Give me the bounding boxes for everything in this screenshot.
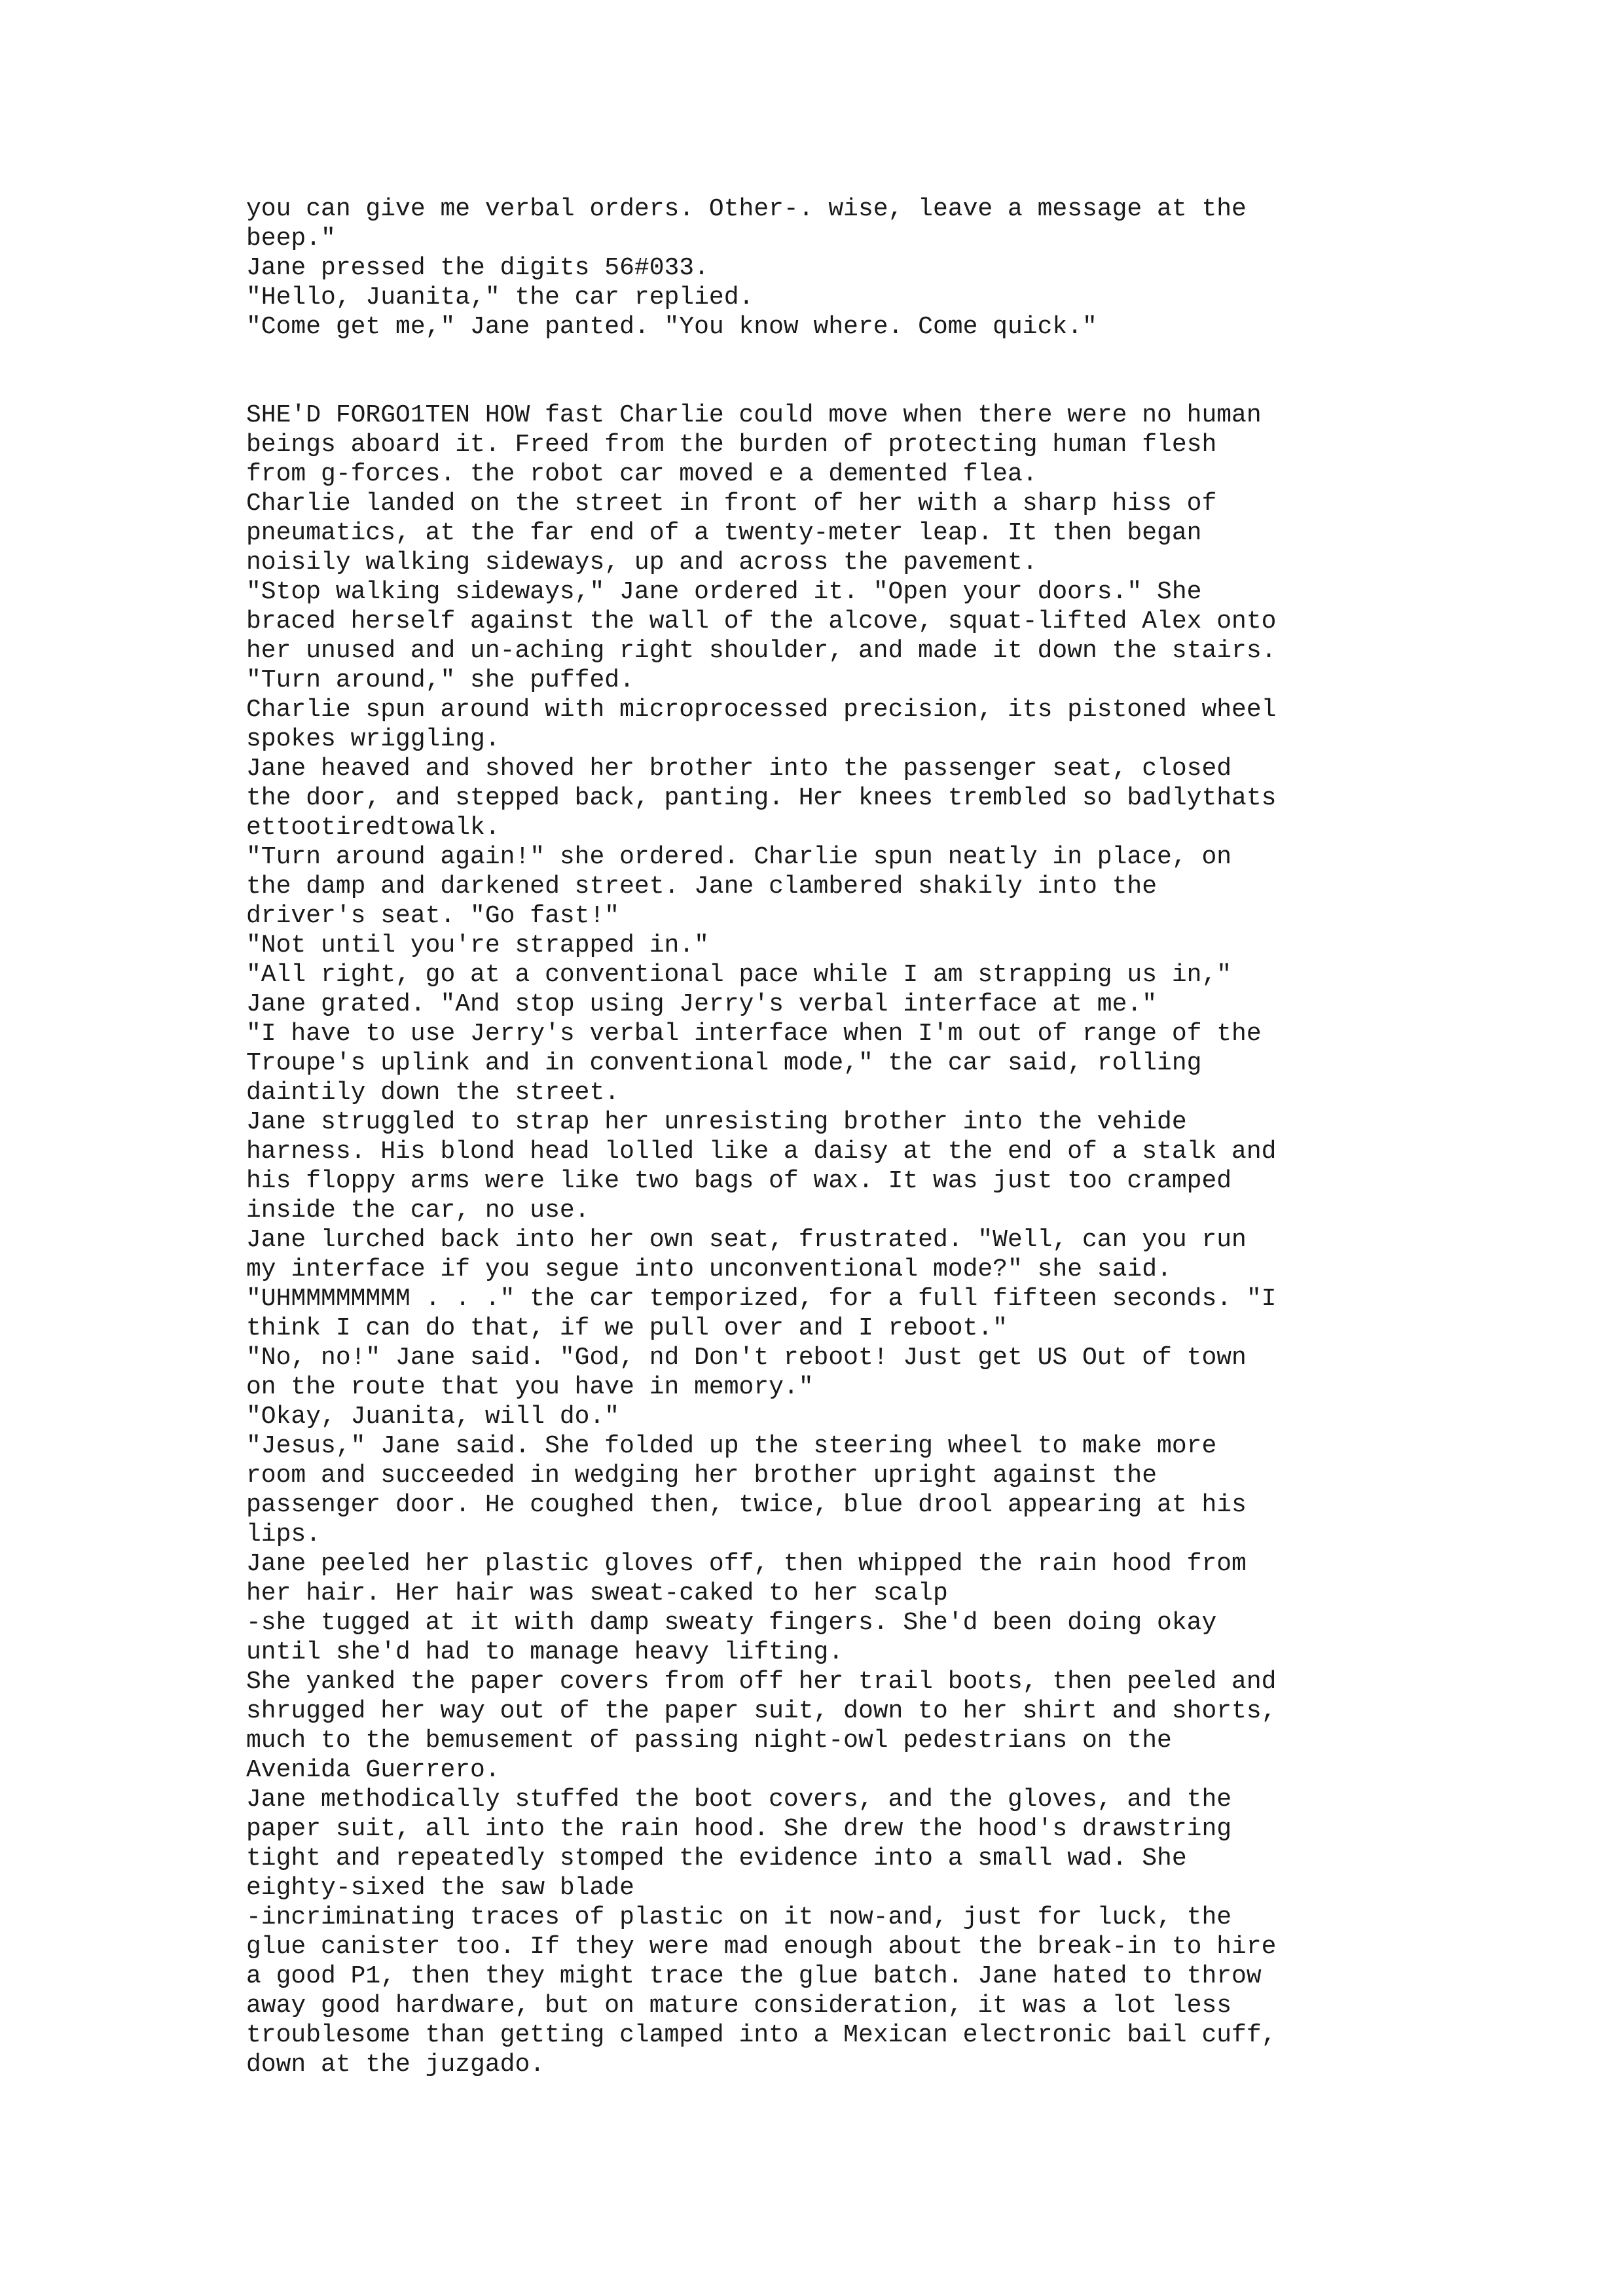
text-line: beings aboard it. Freed from the burden of protecting human flesh <box>246 431 1217 459</box>
text-line: Charlie landed on the street in front of her with a sharp hiss of <box>246 490 1217 518</box>
text-line: much to the bemusement of passing night-owl pedestrians on the <box>246 1727 1172 1755</box>
text-line: Jane methodically stuffed the boot covers, and the gloves, and the <box>246 1785 1232 1814</box>
text-line: passenger door. He coughed then, twice, blue drool appearing at his <box>246 1491 1247 1519</box>
text-line: "Not until you're strapped in." <box>246 931 709 960</box>
text-line: the door, and stepped back, panting. Her knees trembled so badlythats <box>246 784 1277 812</box>
text-line: She yanked the paper covers from off her trail boots, then peeled and <box>246 1668 1277 1696</box>
text-line: down at the juzgado. <box>246 2051 545 2079</box>
text-line: Jane grated. "And stop using Jerry's verbal interface at me." <box>246 990 1158 1018</box>
text-line: SHE'D FORGO1TEN HOW fast Charlie could move when there were no human <box>246 401 1262 429</box>
text-line: her hair. Her hair was sweat-caked to her scalp <box>246 1579 948 1607</box>
text-line: "I have to use Jerry's verbal interface when I'm out of range of the <box>246 1020 1262 1048</box>
text-line: daintily down the street. <box>246 1079 620 1107</box>
text-line: "Jesus," Jane said. She folded up the steering wheel to make more <box>246 1432 1217 1460</box>
text-line: paper suit, all into the rain hood. She drew the hood's drawstring <box>246 1815 1232 1843</box>
text-line: until she'd had to manage heavy lifting. <box>246 1638 844 1666</box>
text-line: Avenida Guerrero. <box>246 1756 500 1784</box>
text-line: noisily walking sideways, up and across the pavement. <box>246 548 1038 577</box>
text-line: a good P1, then they might trace the glue batch. Jane hated to throw <box>246 1962 1262 1990</box>
text-line: -she tugged at it with damp sweaty fingers. She'd been doing okay <box>246 1609 1217 1637</box>
text-line: "Come get me," Jane panted. "You know where. Come quick." <box>246 313 1097 341</box>
text-line: beep." <box>246 224 336 253</box>
text-line: braced herself against the wall of the alcove, squat-lifted Alex onto <box>246 607 1277 636</box>
text-line: you can give me verbal orders. Other-. wise, leave a message at the <box>246 195 1247 223</box>
text-line: Troupe's uplink and in conventional mode," the car said, rolling <box>246 1049 1202 1077</box>
text-line: think I can do that, if we pull over and I reboot." <box>246 1314 1008 1342</box>
text-line: eighty-sixed the saw blade <box>246 1874 634 1902</box>
text-line: away good hardware, but on mature consideration, it was a lot less <box>246 1992 1232 2020</box>
text-line: room and succeeded in wedging her brother upright against the <box>246 1462 1158 1490</box>
text-line: "All right, go at a conventional pace while I am strapping us in," <box>246 961 1232 989</box>
text-line: the damp and darkened street. Jane clambered shakily into the <box>246 872 1158 901</box>
text-line: glue canister too. If they were mad enough about the break-in to hire <box>246 1933 1277 1961</box>
text-line: on the route that you have in memory." <box>246 1373 814 1401</box>
text-line: pneumatics, at the far end of a twenty-meter leap. It then began <box>246 519 1202 547</box>
text-line: "Turn around," she puffed. <box>246 666 634 694</box>
text-section-1 <box>246 194 1425 342</box>
text-line: his floppy arms were like two bags of wax. It was just too cramped <box>246 1167 1232 1195</box>
text-line: Jane peeled her plastic gloves off, then whipped the rain hood from <box>246 1550 1247 1578</box>
text-line: Jane pressed the digits 56#033. <box>246 254 709 282</box>
text-line: her unused and un-aching right shoulder, and made it down the stairs. <box>246 637 1277 665</box>
text-line: troublesome than getting clamped into a Mexican electronic bail cuff, <box>246 2021 1277 2049</box>
text-line: ettootiredtowalk. <box>246 814 500 842</box>
text-line: "No, no!" Jane said. "God, nd Don't reboot! Just get US Out of town <box>246 1344 1247 1372</box>
text-line: inside the car, no use. <box>246 1196 590 1225</box>
text-line: "Turn around again!" she ordered. Charlie spun neatly in place, on <box>246 843 1232 871</box>
text-line: harness. His blond head lolled like a daisy at the end of a stalk and <box>246 1138 1277 1166</box>
text-line: "Stop walking sideways," Jane ordered it. "Open your doors." She <box>246 578 1202 606</box>
text-line: lips. <box>246 1520 321 1549</box>
text-line: Jane lurched back into her own seat, frustrated. "Well, can you run <box>246 1226 1247 1254</box>
text-line: from g-forces. the robot car moved e a demented flea. <box>246 460 1038 488</box>
text-line: "Hello, Juanita," the car replied. <box>246 283 754 312</box>
text-line: spokes wriggling. <box>246 725 500 753</box>
text-line: "UHMMMMMMMM . . ." the car temporized, for a full fifteen seconds. "I <box>246 1285 1277 1313</box>
text-line: tight and repeatedly stomped the evidence into a small wad. She <box>246 1844 1187 1873</box>
text-line: Charlie spun around with microprocessed precision, its pistoned wheel <box>246 696 1277 724</box>
text-section-2 <box>246 401 1425 2079</box>
text-line: Jane struggled to strap her unresisting brother into the vehide <box>246 1108 1187 1136</box>
text-line: my interface if you segue into unconventional mode?" she said. <box>246 1255 1172 1283</box>
text-line: Jane heaved and shoved her brother into the passenger seat, closed <box>246 755 1232 783</box>
text-line: shrugged her way out of the paper suit, down to her shirt and shorts, <box>246 1697 1277 1725</box>
text-line: -incriminating traces of plastic on it now-and, just for luck, the <box>246 1903 1232 1931</box>
text-line: driver's seat. "Go fast!" <box>246 902 620 930</box>
text-line: "Okay, Juanita, will do." <box>246 1403 620 1431</box>
